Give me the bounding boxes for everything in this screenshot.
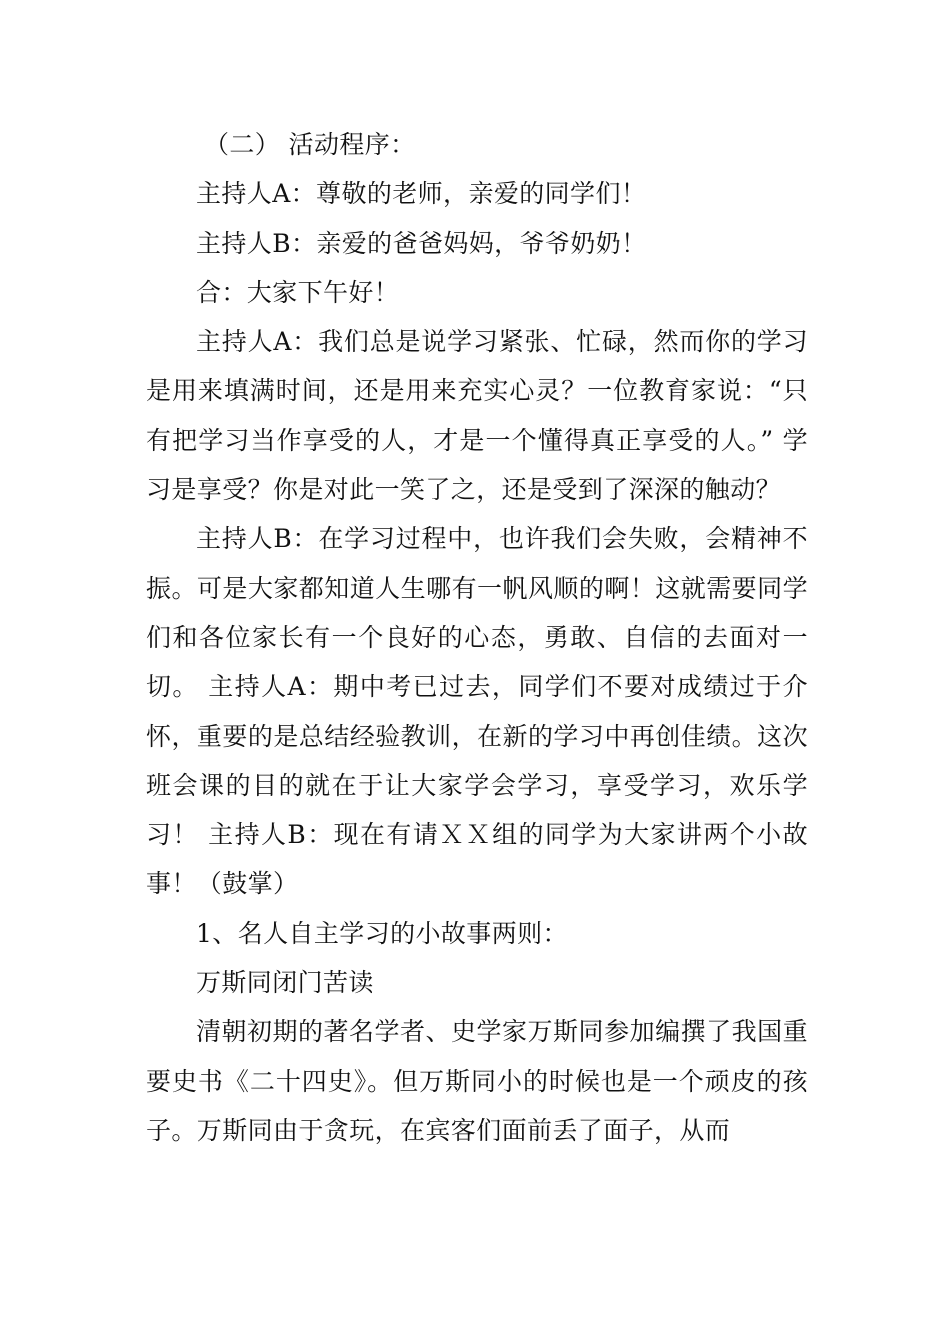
story-list-heading: 1、名人自主学习的小故事两则：	[196, 918, 568, 948]
host-b-speech: 主持人B：在学习过程中，也许我们会失败，会精神不振。可是大家都知道人生哪有一帆风顺的啊！这就需要同学们和各位家长有一个良好的心态，勇敢、自信的去面对一切。 主持人A：期中考已过去，同学们不要对成绩过于介怀，重要的是总结经验教训，在新的学习中再创佳绩。这次班会课的目的就在于让大家学会学习，享受学习，欢乐学习！ 主持人B：现在有请ＸＸ组的同学为大家讲两个小故事！（鼓掌）	[146, 524, 808, 899]
joint-greeting: 合：大家下午好！	[196, 277, 400, 307]
document-body	[146, 120, 808, 1155]
host-b-greeting: 主持人B：亲爱的爸爸妈妈，爷爷奶奶！	[196, 228, 647, 258]
host-a-greeting: 主持人A：尊敬的老师，亲爱的同学们！	[196, 179, 647, 209]
host-a-introduction: 主持人A：我们总是说学习紧张、忙碌，然而你的学习是用来填满时间，还是用来充实心灵？一位教育家说：“只有把学习当作享受的人，才是一个懂得真正享受的人。” 学习是享受？你是对此一笑了之，还是受到了深深的触动？	[146, 327, 808, 505]
story-paragraph: 清朝初期的著名学者、史学家万斯同参加编撰了我国重要史书《二十四史》。但万斯同小的时候也是一个顽皮的孩子。万斯同由于贪玩，在宾客们面前丢了面子，从而	[146, 1017, 808, 1145]
story-title: 万斯同闭门苦读	[196, 968, 374, 998]
section-heading-activity-procedure: （二） 活动程序：	[204, 130, 416, 159]
